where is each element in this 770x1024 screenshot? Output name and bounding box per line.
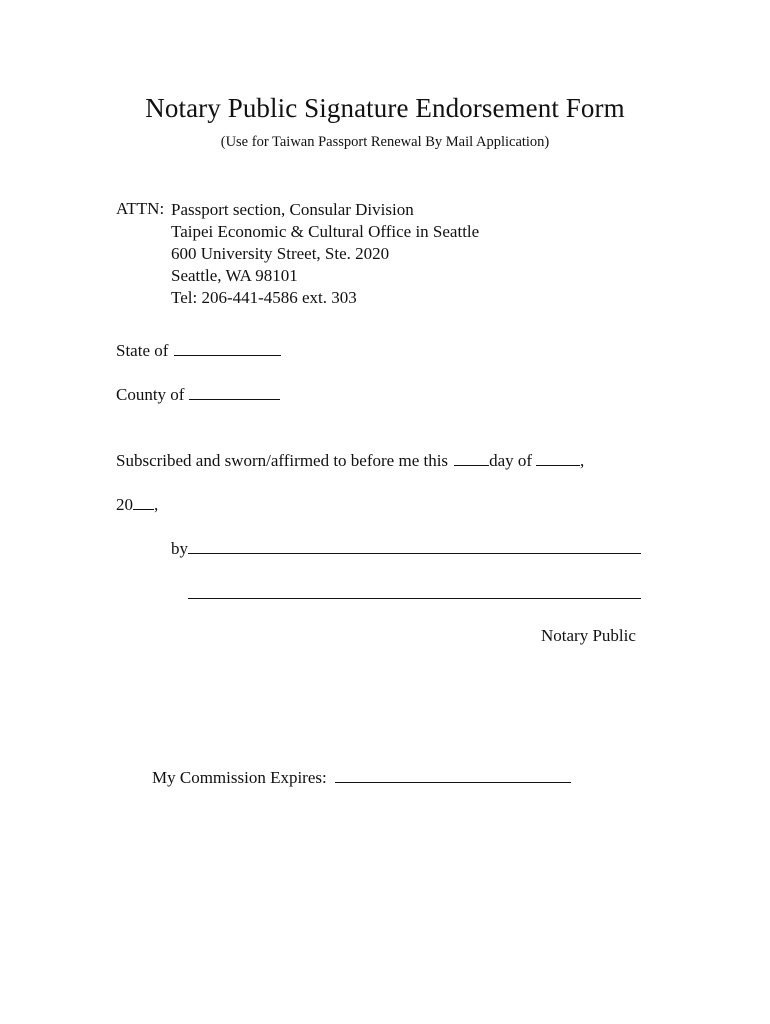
by-blank[interactable] (188, 539, 641, 554)
attn-line: 600 University Street, Ste. 2020 (171, 244, 390, 263)
page-title: Notary Public Signature Endorsement Form (145, 93, 625, 123)
year-field (116, 495, 158, 515)
attn-line: Passport section, Consular Division (171, 200, 414, 219)
attn-address-block (171, 199, 479, 309)
attn-line: Seattle, WA 98101 (171, 266, 298, 285)
commission-blank[interactable] (335, 768, 571, 783)
day-blank[interactable] (454, 451, 489, 466)
year-comma: , (154, 495, 159, 514)
commission-field (152, 768, 571, 788)
sworn-text: Subscribed and sworn/affirmed to before me this (116, 451, 449, 470)
attn-line: Tel: 206-441-4586 ext. 303 (171, 288, 357, 307)
day-of-text: day of (489, 451, 533, 470)
by-field (171, 539, 641, 559)
year-prefix: 20 (116, 495, 133, 514)
notary-signature-line[interactable] (188, 598, 641, 599)
state-label: State of (116, 341, 169, 360)
attn-line: Taipei Economic & Cultural Office in Seattle (171, 222, 480, 241)
sworn-statement (116, 451, 584, 471)
county-blank[interactable] (189, 385, 280, 400)
sworn-comma: , (580, 451, 585, 470)
commission-label: My Commission Expires: (152, 768, 327, 787)
month-blank[interactable] (536, 451, 580, 466)
year-blank[interactable] (133, 495, 154, 510)
county-field (116, 385, 280, 405)
attn-label: ATTN: (116, 199, 165, 218)
state-field (116, 341, 281, 361)
state-blank[interactable] (174, 341, 281, 356)
by-label: by (171, 539, 188, 558)
page-subtitle: (Use for Taiwan Passport Renewal By Mail Application) (220, 134, 550, 150)
county-label: County of (116, 385, 185, 404)
notary-public-label: Notary Public (541, 626, 636, 645)
